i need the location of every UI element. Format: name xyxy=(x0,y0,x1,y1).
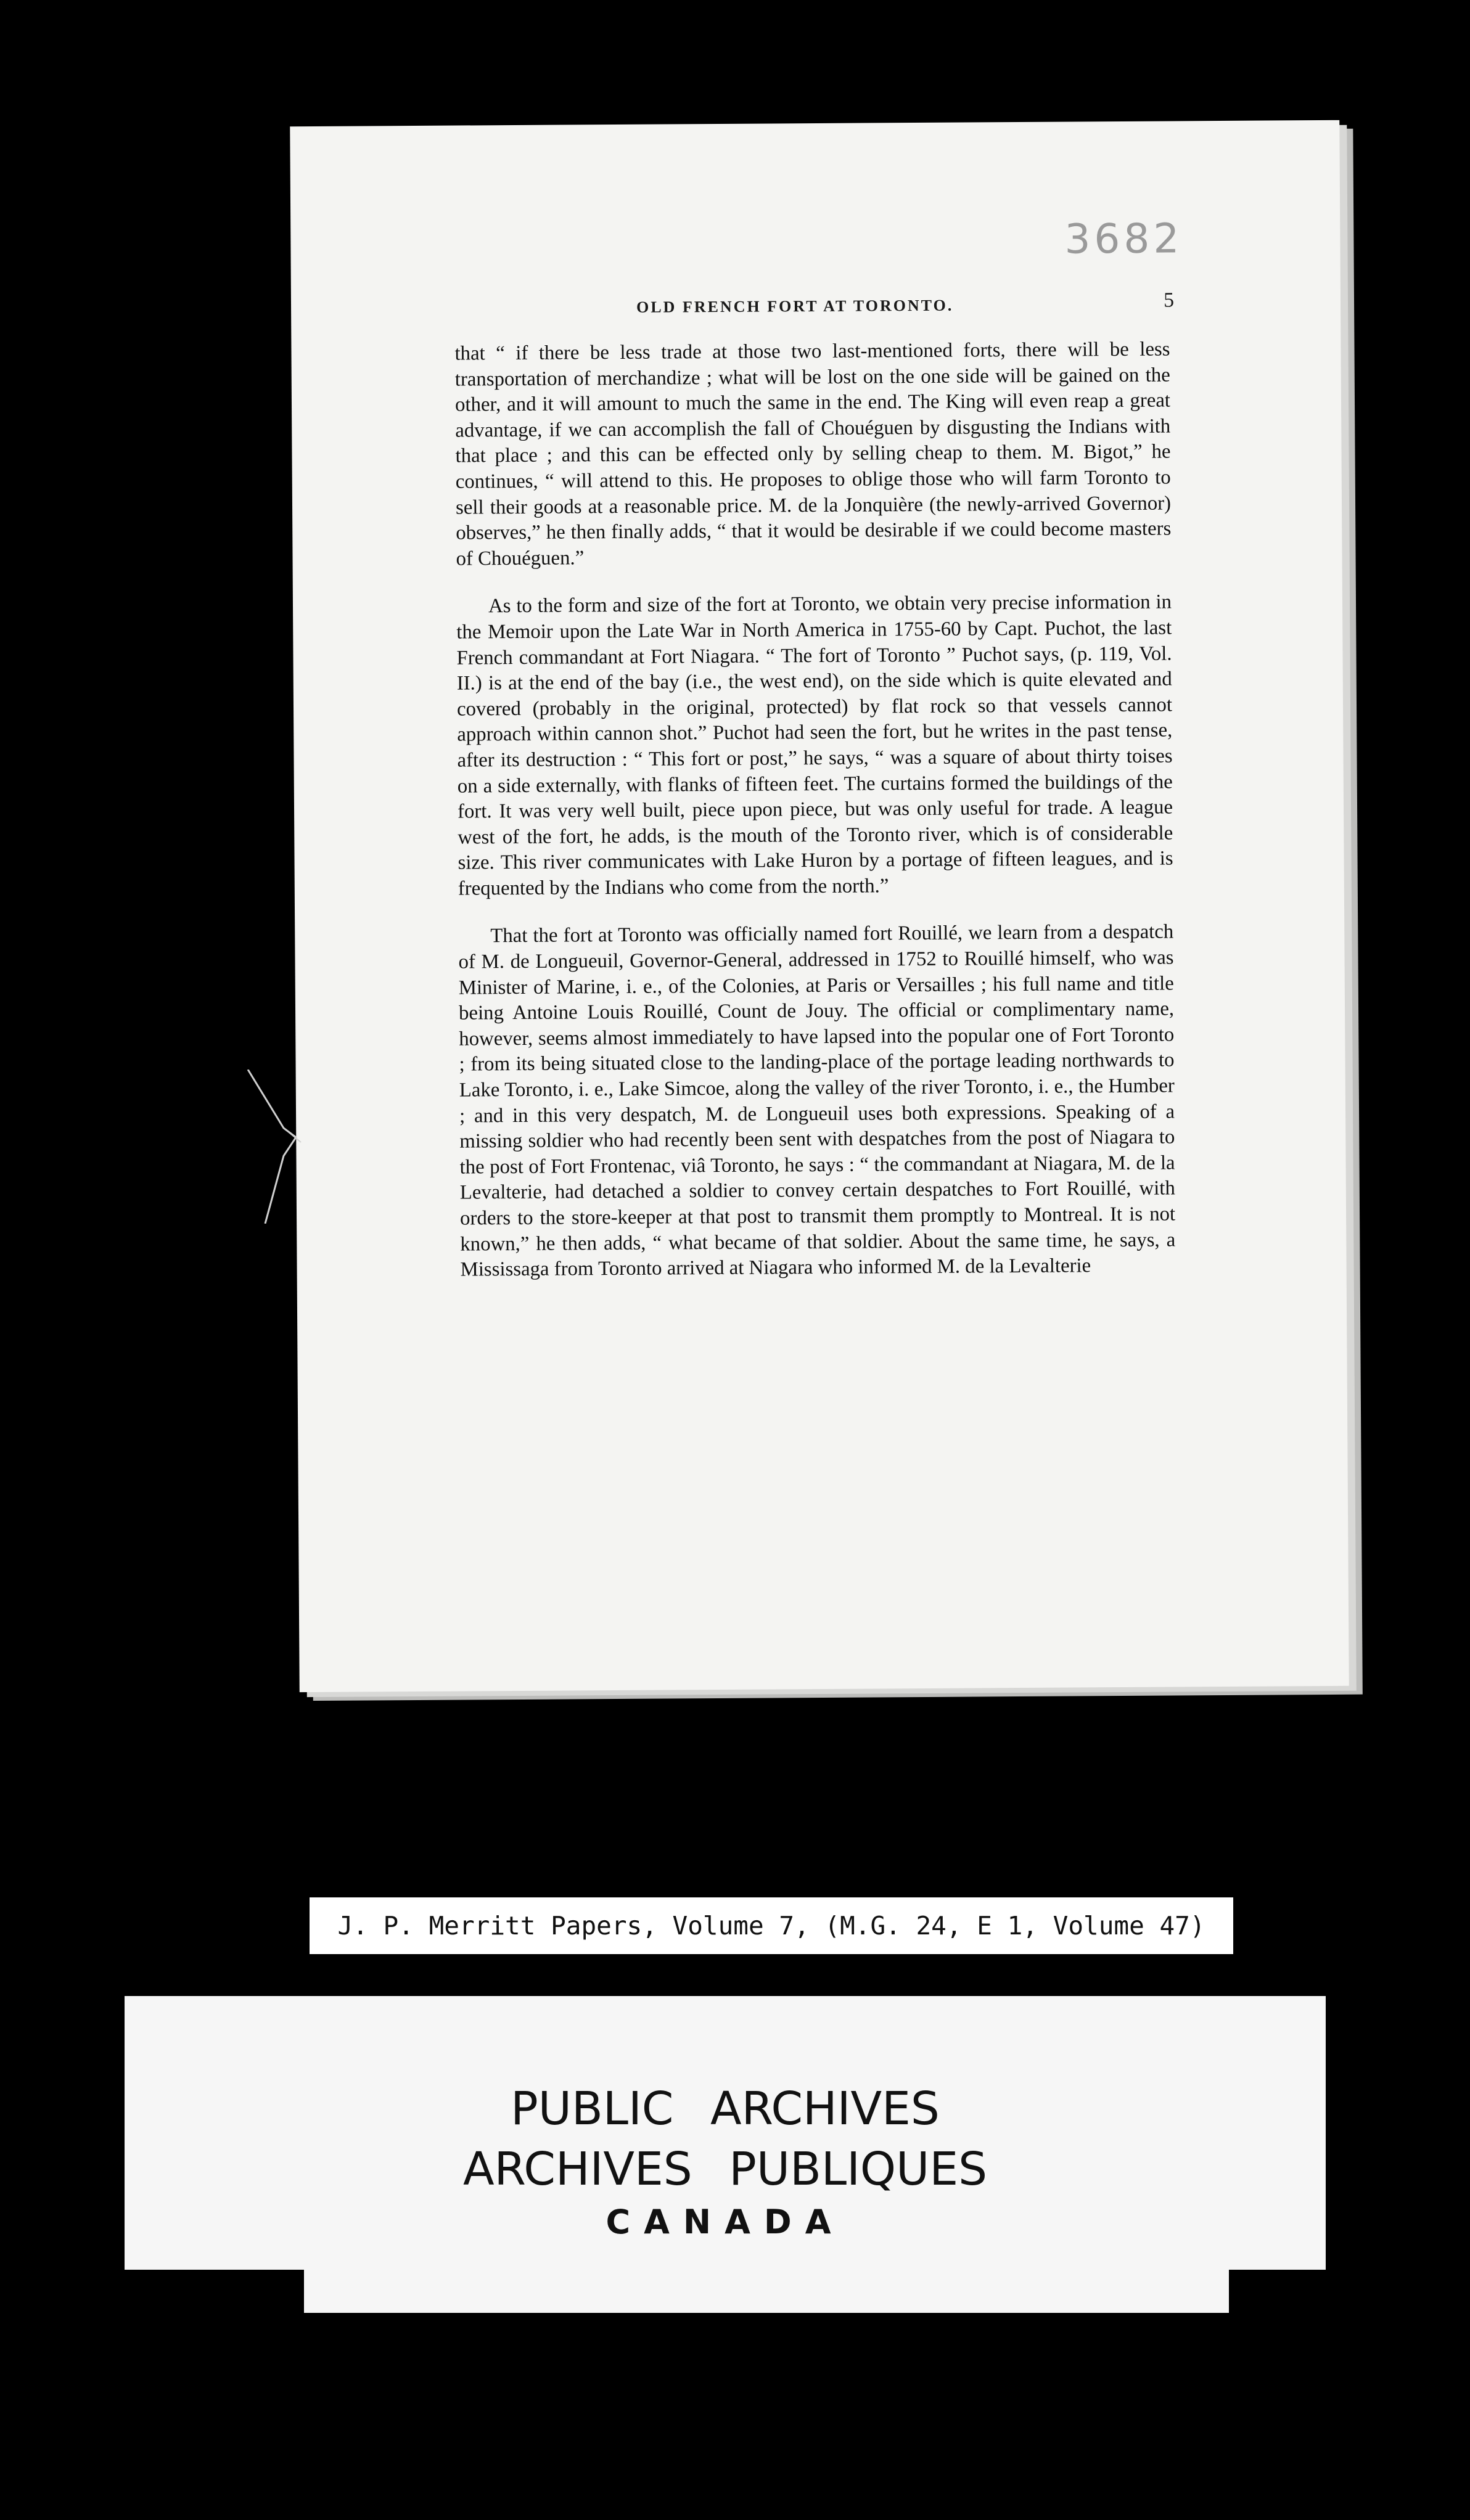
paragraph: that “ if there be less trade at those two last-mentioned forts, there will be less transportation of merchandize ; what will be lost on the one side will be gained on the other, and it will amount to much the same in the end. The King will even reap a great advantage, if we can accomplish the fall of Chouéguen by disgusting the Indians with that place ; and this can be effected only by selling cheap to them. M. Bigot,” he continues, “ will attend to this. He proposes to oblige those who will farm Toronto to sell their goods at a reasonable price. M. de la Jonquière (the newly-arrived Governor) observes,” he then finally adds, “ that it would be desirable if we could become masters of Chouéguen.” xyxy=(454,338,1172,570)
binding-crease-mark xyxy=(247,1070,303,1224)
citation-strip xyxy=(310,1897,1233,1954)
archives-label-line-1: PUBLIC ARCHIVES xyxy=(511,2082,940,2135)
body-text xyxy=(454,337,1176,1306)
paragraph: As to the form and size of the fort at Toronto, we obtain very precise information in the Memoir upon the Late War in North America in 1755-60 by Capt. Puchot, the last French commandant at Fort Niagara. “ The fort of Toronto ” Puchot says, (p. 119, Vol. II.) is at the end of the bay (i.e., the west end), on the side which is quite elevated and covered (probably in the original, protected) by flat rock so that vessels cannot approach within cannon shot.” Puchot had seen the fort, but he writes in the past tense, after its destruction : “ This fort or post,” he says, “ was a square of about thirty toises on a side externally, with flanks of fifteen feet. The curtains formed the buildings of the fort. It was very well built, piece upon piece, but was only useful for trade. A league west of the fort, he adds, is the mouth of the Toronto river, which is of considerable size. This river communicates with Lake Huron by a portage of fifteen leagues, and is frequented by the Indians who come from the north.” xyxy=(456,591,1173,900)
page-number: 5 xyxy=(1163,288,1175,312)
scanned-page xyxy=(290,120,1349,1692)
archives-label xyxy=(125,1996,1326,2270)
archives-label-line-3: CANADA xyxy=(606,2203,845,2241)
paragraph: That the fort at Toronto was officially named fort Rouillé, we learn from a despatch of M. de Longueuil, Governor-General, addressed in 1752 to Rouillé himself, who was Minister of Marine, i. e., of the Colonies, at Paris or Versailles ; his full name and title being Antoine Louis Rouillé, Count de Jouy. The official or complimentary name, however, seems almost immediately to have lapsed into the popular one of Fort Toronto ; from its being situated close to the landing-place of the portage leading northwards to Lake Toronto, i. e., Lake Simcoe, along the valley of the river Toronto, i. e., the Humber ; and in this very despatch, M. de Longueuil uses both expressions. Speaking of a missing soldier who had recently been sent with despatches from the post of Niagara to the post of Fort Frontenac, viâ Toronto, he says : “ the commandant at Niagara, M. de la Levalterie, had detached a soldier to convey certain despatches to Fort Rouillé, with orders to the store-keeper at that post to transmit them promptly to Montreal. It is not known,” he then adds, “ what became of that soldier. About the same time, he says, a Mississaga from Toronto arrived at Niagara who informed M. de la Levalterie xyxy=(458,920,1176,1281)
collection-citation: J. P. Merritt Papers, Volume 7, (M.G. 24, E 1, Volume 47) xyxy=(337,1911,1205,1941)
running-head: OLD FRENCH FORT AT TORONTO. xyxy=(636,296,954,316)
archive-stamp-number: 3682 xyxy=(1064,215,1183,263)
archives-label-tab xyxy=(304,2270,1229,2313)
archives-label-line-2: ARCHIVES PUBLIQUES xyxy=(462,2143,988,2196)
